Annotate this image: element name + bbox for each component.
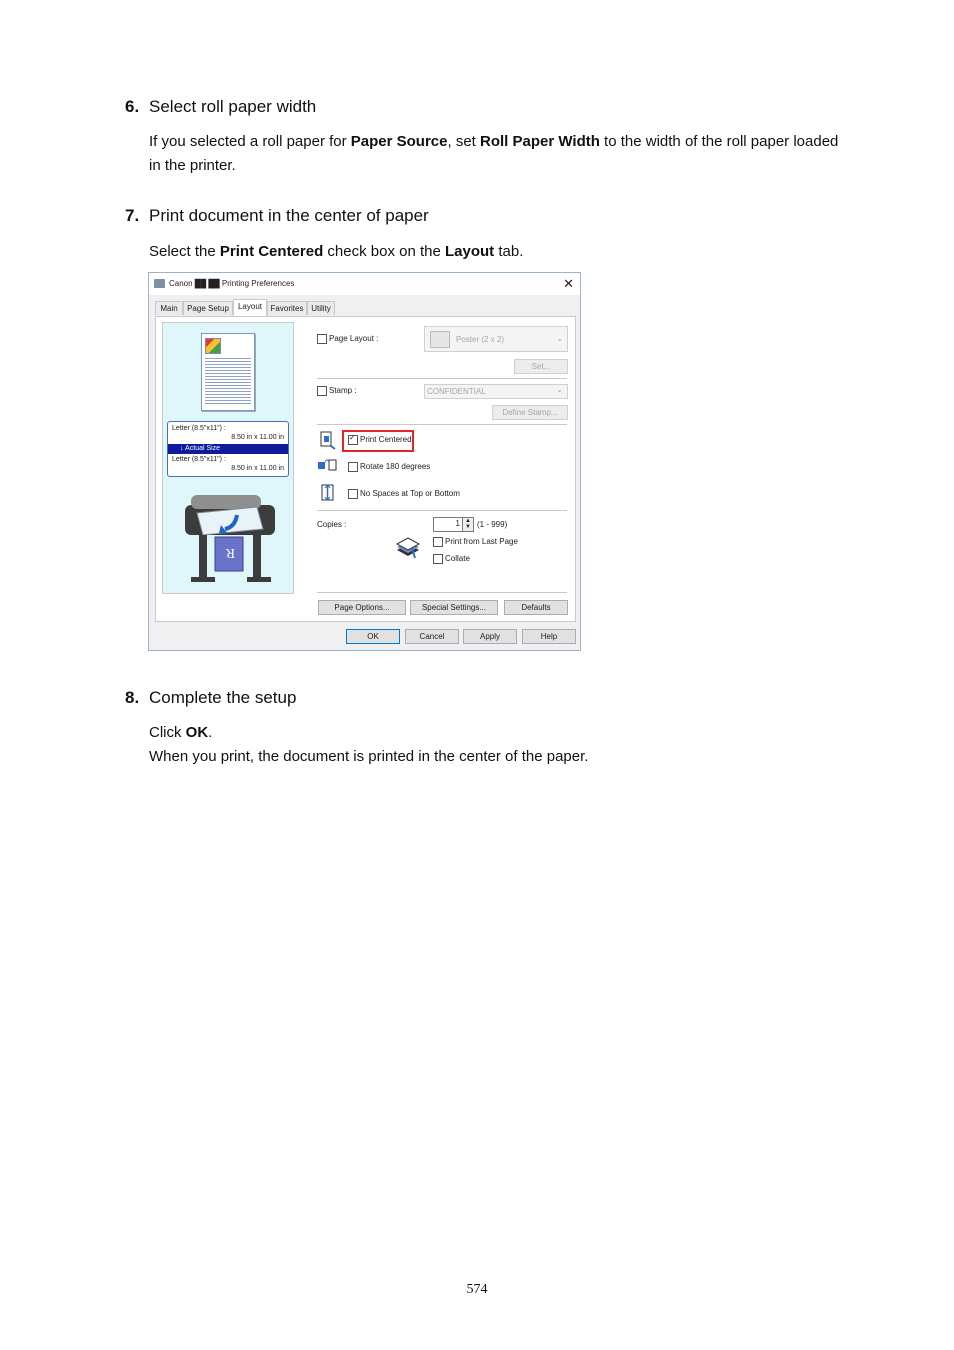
text: Select the xyxy=(149,243,220,260)
checkbox-box[interactable] xyxy=(317,334,327,344)
step-title: Complete the setup xyxy=(149,688,297,707)
copies-value: 1 xyxy=(455,519,460,528)
stamp-label: Stamp : xyxy=(329,386,357,396)
bold-term: Print Centered xyxy=(219,243,324,260)
large-format-printer-icon xyxy=(177,485,281,589)
separator xyxy=(317,592,567,593)
checkbox-box[interactable] xyxy=(317,386,327,396)
tab-main[interactable]: Main xyxy=(155,301,183,315)
bold-term: OK xyxy=(185,724,209,741)
no-spaces-label: No Spaces at Top or Bottom xyxy=(360,489,460,499)
bold-term: Layout xyxy=(445,243,495,260)
checkbox-box[interactable] xyxy=(348,462,358,472)
set-button[interactable]: Set... xyxy=(514,359,568,374)
tab-utility[interactable]: Utility xyxy=(307,301,335,315)
text: , set xyxy=(447,133,481,150)
step-heading xyxy=(125,206,429,226)
checkbox-box[interactable] xyxy=(348,435,358,445)
copies-label: Copies : xyxy=(317,520,347,529)
stamp-checkbox[interactable] xyxy=(317,386,357,396)
page-layout-checkbox[interactable] xyxy=(317,334,378,344)
step-title: Print document in the center of paper xyxy=(149,206,429,225)
collate-label: Collate xyxy=(445,554,470,564)
paper-size-info xyxy=(167,421,289,477)
text: to the width of the roll paper loaded in the printer. xyxy=(149,133,839,174)
chevron-down-icon: ⌄ xyxy=(556,385,563,394)
scale-label: ↓ Actual Size xyxy=(180,445,221,452)
print-from-last-page-checkbox[interactable] xyxy=(433,537,518,547)
copies-range: (1 - 999) xyxy=(477,520,508,529)
special-settings-button[interactable]: Special Settings... xyxy=(410,600,498,615)
tab-page-setup[interactable]: Page Setup xyxy=(183,301,233,315)
layout-panel xyxy=(155,316,576,622)
stamp-select[interactable] xyxy=(424,384,568,399)
bold-term: Roll Paper Width xyxy=(480,133,600,150)
document-size-label: Letter (8.5"x11") : xyxy=(172,425,226,432)
printer-icon xyxy=(154,279,165,288)
ok-button[interactable]: OK xyxy=(346,629,400,644)
separator xyxy=(317,378,567,379)
rotate-icon xyxy=(317,458,339,472)
step-body xyxy=(149,240,839,264)
defaults-button[interactable]: Defaults xyxy=(504,600,568,615)
scale-indicator xyxy=(168,444,288,454)
checkbox-box[interactable] xyxy=(433,537,443,547)
settings-preview xyxy=(162,322,294,594)
text-lines xyxy=(205,356,251,404)
separator xyxy=(317,510,567,511)
step-body xyxy=(149,130,839,178)
printing-preferences-dialog xyxy=(148,272,581,651)
copies-stepper[interactable]: ▲ ▼ xyxy=(462,517,474,532)
print-centered-icon xyxy=(319,430,337,450)
image-thumbnail-icon xyxy=(205,338,221,354)
output-size-dims: 8.50 in x 11.00 in xyxy=(231,465,284,472)
dialog-title: Canon ██ ██ Printing Preferences xyxy=(169,279,295,288)
checkbox-box[interactable] xyxy=(433,554,443,564)
step-number: 7. xyxy=(125,206,140,225)
poster-layout-icon xyxy=(430,331,450,348)
step-heading xyxy=(125,97,316,117)
page-number: 574 xyxy=(466,1282,488,1297)
page-layout-label: Page Layout : xyxy=(329,334,379,344)
collate-checkbox[interactable] xyxy=(433,554,470,564)
svg-text:R: R xyxy=(225,545,235,560)
define-stamp-button[interactable]: Define Stamp... xyxy=(492,405,568,420)
document-size-dims: 8.50 in x 11.00 in xyxy=(231,434,284,441)
separator xyxy=(317,424,567,425)
step-body xyxy=(149,721,839,769)
text: check box on the xyxy=(323,243,445,260)
print-centered-checkbox[interactable] xyxy=(348,435,412,445)
step-number: 6. xyxy=(125,97,140,116)
text: When you print, the document is printed in the center of the paper. xyxy=(149,748,589,765)
apply-button[interactable]: Apply xyxy=(463,629,517,644)
text: tab. xyxy=(494,243,524,260)
text: If you selected a roll paper for xyxy=(149,133,351,150)
no-spaces-checkbox[interactable] xyxy=(348,489,460,499)
page-stack-icon xyxy=(395,536,421,562)
step-number: 8. xyxy=(125,688,140,707)
title-bar xyxy=(149,273,580,295)
rotate-180-label: Rotate 180 degrees xyxy=(360,462,431,472)
close-icon[interactable]: ✕ xyxy=(563,276,574,291)
copies-input[interactable] xyxy=(433,517,463,532)
rotate-180-checkbox[interactable] xyxy=(348,462,430,472)
text: Click xyxy=(149,724,186,741)
step-heading xyxy=(125,688,296,708)
tab-favorites[interactable]: Favorites xyxy=(267,301,307,315)
print-centered-label: Print Centered xyxy=(360,435,412,445)
page-layout-value: Poster (2 x 2) xyxy=(456,335,505,344)
stamp-value: CONFIDENTIAL xyxy=(427,387,486,396)
text: . xyxy=(208,724,213,741)
tab-layout[interactable]: Layout xyxy=(233,299,267,316)
bold-term: Paper Source xyxy=(350,133,448,150)
output-size-label: Letter (8.5"x11") : xyxy=(172,456,226,463)
chevron-down-icon: ⌄ xyxy=(556,334,563,343)
step-title: Select roll paper width xyxy=(149,97,317,116)
help-button[interactable]: Help xyxy=(522,629,576,644)
page-layout-select[interactable] xyxy=(424,326,568,352)
no-spaces-icon xyxy=(320,483,336,503)
page-options-button[interactable]: Page Options... xyxy=(318,600,406,615)
cancel-button[interactable]: Cancel xyxy=(405,629,459,644)
print-from-last-page-label: Print from Last Page xyxy=(445,537,518,547)
checkbox-box[interactable] xyxy=(348,489,358,499)
page-preview xyxy=(201,333,255,411)
